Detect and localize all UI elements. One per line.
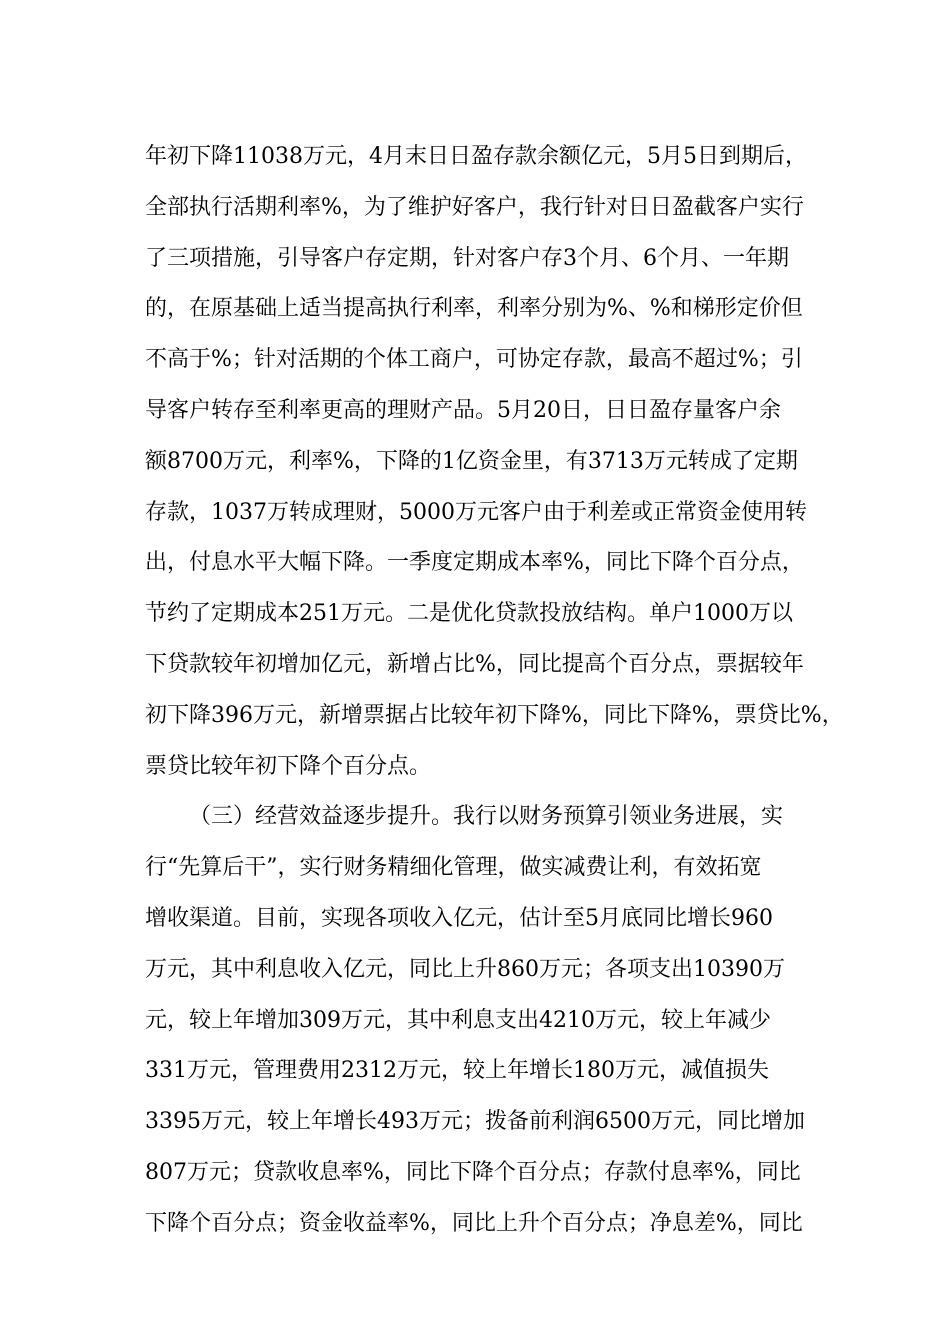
text-line: 了三项措施，引导客户存定期，针对客户存3个月、6个月、一年期 [145,245,789,271]
text-line: 的，在原基础上适当提高执行利率，利率分别为%、%和梯形定价但 [145,296,803,322]
body-text [145,132,844,1250]
text-line: 存款，1037万转成理财，5000万元客户由于利差或正常资金使用转 [145,499,807,525]
text-line: 331万元，管理费用2312万元，较上年增长180万元，减值损失 [145,1058,769,1084]
text-line: 年初下降11038万元，4月末日日盈存款余额亿元，5月5日到期后， [145,144,807,169]
text-line: 出，付息水平大幅下降。一季度定期成本率%，同比下降个百分点， [145,550,804,576]
text-line: 全部执行活期利率%，为了维护好客户，我行针对日日盈截客户实行 [145,194,804,220]
text-line: 807万元；贷款收息率%，同比下降个百分点；存款付息率%，同比 [145,1159,801,1185]
text-line: 初下降396万元，新增票据占比较年初下降%，同比下降%，票贷比%， [145,702,844,728]
text-line: 节约了定期成本251万元。二是优化贷款投放结构。单户1000万以 [145,601,793,627]
text-line: 不高于%；针对活期的个体工商户，可协定存款，最高不超过%；引 [145,347,803,373]
text-line: 下贷款较年初增加亿元，新增占比%，同比提高个百分点，票据较年 [145,651,804,677]
text-line: 额8700万元，利率%，下降的1亿资金里，有3713万元转成了定期 [145,448,798,474]
section-heading-line: （三）经营效益逐步提升。我行以财务预算引领业务进展，实 [189,804,784,830]
text-line: 增收渠道。目前，实现各项收入亿元，估计至5月底同比增长960 [145,905,773,931]
text-line: 行“先算后干”，实行财务精细化管理，做实减费让利，有效拓宽 [145,855,762,881]
text-line: 3395万元，较上年增长493万元；拨备前利润6500万元，同比增加 [145,1109,805,1135]
text-line: 万元，其中利息收入亿元，同比上升860万元；各项支出10390万 [145,956,785,982]
text-line: 导客户转存至利率更高的理财产品。5月20日，日日盈存量客户余 [145,397,781,423]
text-line: 票贷比较年初下降个百分点。 [145,753,432,779]
text-line: 下降个百分点；资金收益率%，同比上升个百分点；净息差%，同比 [145,1210,803,1236]
text-line: 元，较上年增加309万元，其中利息支出4210万元，较上年减少 [145,1007,771,1033]
